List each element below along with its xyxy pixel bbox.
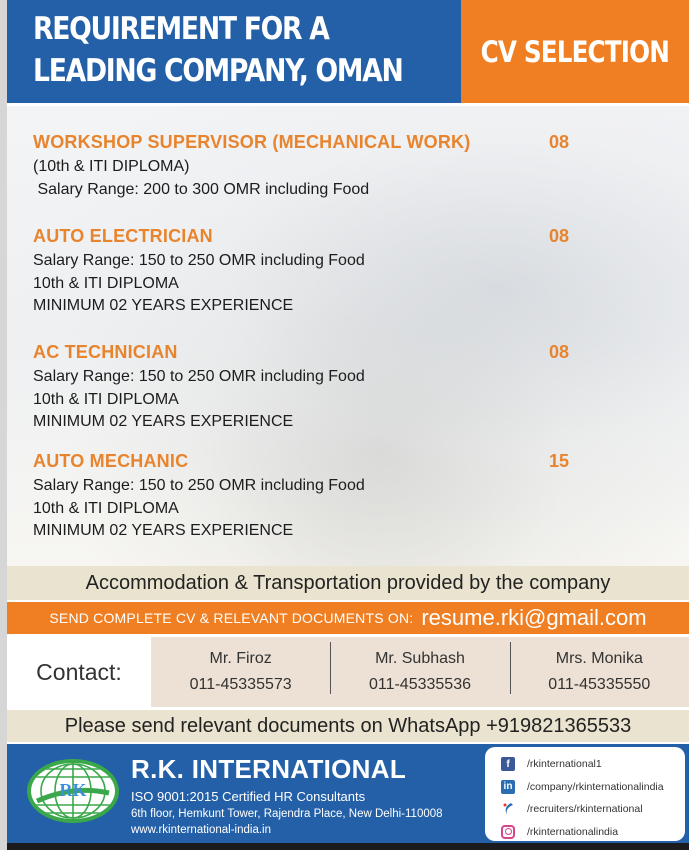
contact-list	[151, 637, 689, 707]
social-handle: /rkinternational1	[527, 758, 602, 771]
contact-name: Mrs. Monika	[555, 650, 643, 667]
job-list	[7, 106, 689, 566]
instagram-icon	[501, 825, 515, 839]
whatsapp-text: Please send relevant documents on WhatsApp +919821365533	[64, 714, 632, 737]
contact-person	[330, 646, 509, 698]
job-item	[33, 342, 593, 434]
header	[7, 0, 689, 103]
linkedin-icon: in	[501, 780, 515, 794]
job-detail: MINIMUM 02 YEARS EXPERIENCE	[33, 413, 294, 430]
job-detail: MINIMUM 02 YEARS EXPERIENCE	[33, 297, 294, 314]
contact-name: Mr. Firoz	[209, 650, 272, 667]
job-item	[33, 451, 593, 543]
naukri-recruiter-icon	[501, 802, 515, 816]
cv-selection-label: CV SELECTION	[480, 34, 670, 69]
job-title: WORKSHOP SUPERVISOR (MECHANICAL WORK)	[33, 132, 471, 152]
job-poster	[7, 0, 689, 850]
social-handle: /rkinternationalindia	[527, 825, 619, 838]
facebook-icon: f	[501, 757, 515, 771]
social-instagram[interactable]	[501, 821, 685, 844]
job-detail: Salary Range: 150 to 250 OMR including Food	[33, 252, 365, 269]
contact-section	[7, 637, 689, 707]
send-cv-banner	[7, 602, 689, 634]
job-detail: 10th & ITI DIPLOMA	[33, 274, 179, 292]
contact-name: Mr. Subhash	[375, 650, 465, 667]
email-link[interactable]: resume.rki@gmail.com	[421, 605, 647, 630]
job-detail: MINIMUM 02 YEARS EXPERIENCE	[33, 522, 294, 539]
company-name: R.K. INTERNATIONAL	[131, 754, 407, 784]
job-detail: 10th & ITI DIPLOMA	[33, 390, 179, 408]
job-detail: Salary Range: 150 to 250 OMR including Food	[33, 477, 365, 494]
contact-person	[151, 646, 330, 698]
job-vacancy-count: 08	[549, 132, 570, 152]
header-title-block	[7, 0, 461, 103]
job-detail: (10th & ITI DIPLOMA)	[33, 158, 190, 175]
iso-certification: ISO 9001:2015 Certified HR Consultants	[131, 789, 366, 804]
social-handle: /company/rkinternationalindia	[527, 780, 664, 793]
company-address: 6th floor, Hemkunt Tower, Rajendra Place, New Delhi-110008	[131, 808, 443, 820]
job-detail: Salary Range: 200 to 300 OMR including Food	[33, 180, 370, 198]
job-vacancy-count: 08	[549, 342, 570, 362]
accommodation-text: Accommodation & Transportation provided by the company	[85, 571, 611, 594]
company-logo	[27, 759, 119, 823]
job-item	[33, 132, 593, 201]
contact-label: Contact:	[36, 658, 122, 685]
job-detail: Salary Range: 150 to 250 OMR including Food	[33, 368, 365, 385]
job-title: AUTO ELECTRICIAN	[33, 226, 213, 246]
header-title-line-2: LEADING COMPANY, OMAN	[33, 53, 403, 89]
accommodation-banner	[7, 566, 689, 600]
job-item	[33, 226, 593, 318]
contact-phone[interactable]: 011-45335573	[189, 676, 292, 693]
social-naukri[interactable]	[501, 798, 685, 821]
job-title: AC TECHNICIAN	[33, 342, 178, 362]
contact-label-box	[7, 637, 151, 707]
company-footer	[7, 744, 689, 843]
job-detail: 10th & ITI DIPLOMA	[33, 499, 179, 517]
contact-person	[510, 646, 689, 698]
job-vacancy-count: 15	[549, 451, 570, 471]
contact-phone[interactable]: 011-45335536	[368, 676, 471, 693]
job-title: AUTO MECHANIC	[33, 451, 189, 471]
bottom-strip	[7, 843, 689, 850]
job-vacancy-count: 08	[549, 226, 570, 246]
whatsapp-banner	[7, 710, 689, 742]
website-link[interactable]: www.rkinternational-india.in	[131, 824, 271, 836]
send-cv-label: SEND COMPLETE CV & RELEVANT DOCUMENTS ON:	[49, 610, 414, 626]
header-title-line-1: REQUIREMENT FOR A	[33, 11, 329, 47]
social-facebook[interactable]	[501, 753, 685, 776]
social-handle: /recruiters/rkinternational	[527, 803, 643, 816]
contact-phone[interactable]: 011-45335550	[548, 676, 651, 693]
logo-text: RK	[59, 780, 87, 800]
cv-selection-badge	[461, 0, 689, 103]
social-linkedin[interactable]	[501, 776, 685, 799]
social-links	[485, 747, 685, 841]
